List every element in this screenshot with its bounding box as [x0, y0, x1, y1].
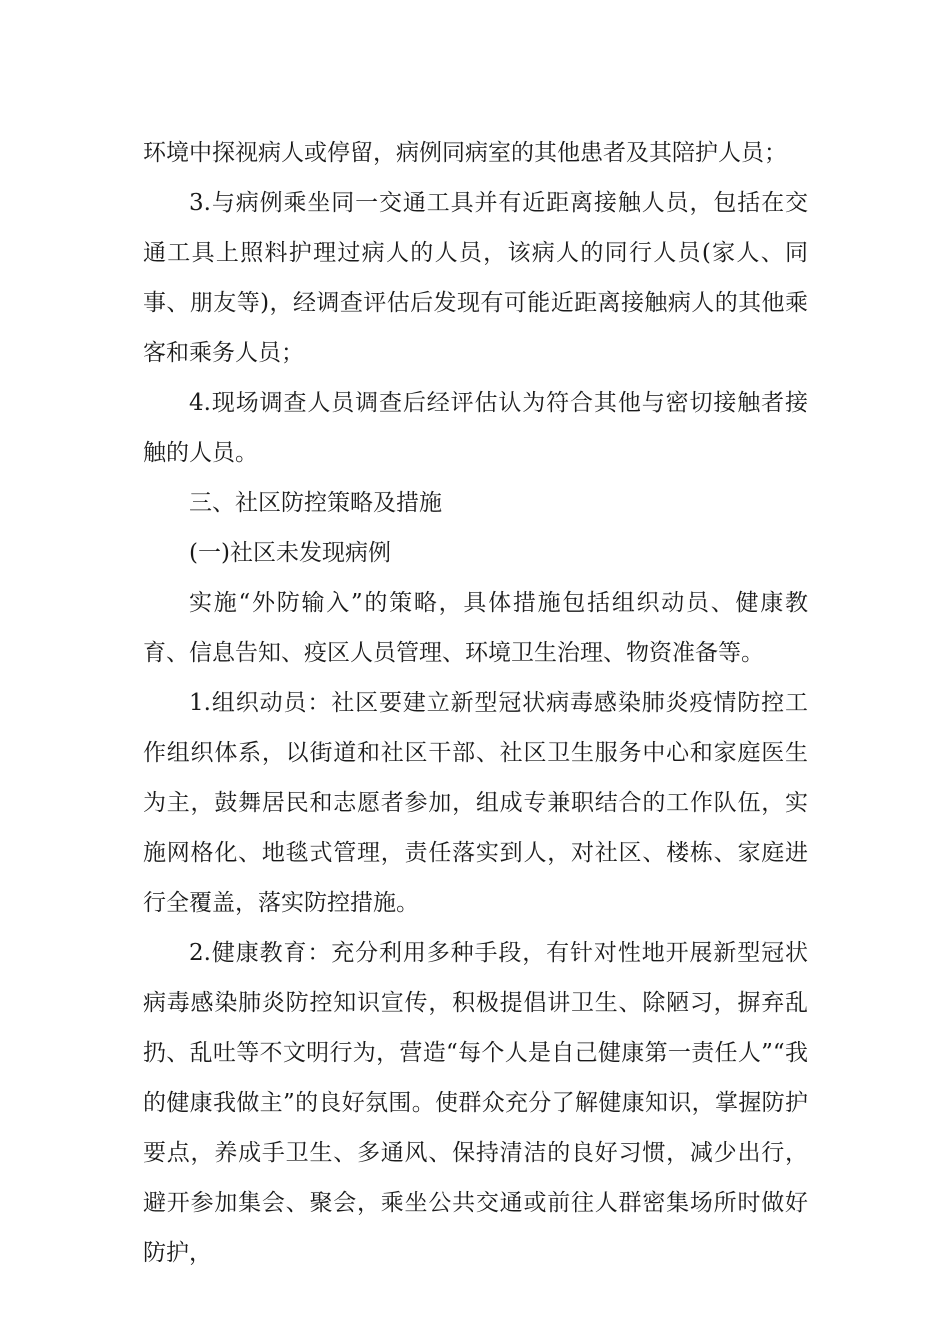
- paragraph-item-4: 4.现场调查人员调查后经评估认为符合其他与密切接触者接触的人员。: [143, 390, 808, 466]
- paragraph-strategy: 实施“外防输入”的策略，具体措施包括组织动员、健康教育、信息告知、疫区人员管理、环境卫生治理、物资准备等。: [143, 590, 808, 666]
- paragraph-health-education: 2.健康教育：充分利用多种手段，有针对性地开展新型冠状病毒感染肺炎防控知识宣传，积极提倡讲卫生、除陋习，摒弃乱扔、乱吐等不文明行为，营造“每个人是自己健康第一责任人”“我的健康我做主”的良好氛围。使群众充分了解健康知识，掌握防护要点，养成手卫生、多通风、保持清洁的良好习惯，减少出行，避开参加集会、聚会，乘坐公共交通或前往人群密集场所时做好防护，: [143, 940, 808, 1266]
- document-body: [143, 128, 808, 1278]
- paragraph-mobilization: 1.组织动员：社区要建立新型冠状病毒感染肺炎疫情防控工作组织体系，以街道和社区干部、社区卫生服务中心和家庭医生为主，鼓舞居民和志愿者参加，组成专兼职结合的工作队伍，实施网格化、地毯式管理，责任落实到人，对社区、楼栋、家庭进行全覆盖，落实防控措施。: [143, 690, 808, 916]
- subsection-heading: (一)社区未发现病例: [189, 540, 391, 566]
- paragraph-item-3: 3.与病例乘坐同一交通工具并有近距离接触人员，包括在交通工具上照料护理过病人的人员，该病人的同行人员(家人、同事、朋友等)，经调查评估后发现有可能近距离接触病人的其他乘客和乘务人员；: [143, 190, 808, 366]
- paragraph-continuation: 环境中探视病人或停留，病例同病室的其他患者及其陪护人员；: [143, 140, 787, 166]
- section-heading: 三、社区防控策略及措施: [189, 490, 442, 516]
